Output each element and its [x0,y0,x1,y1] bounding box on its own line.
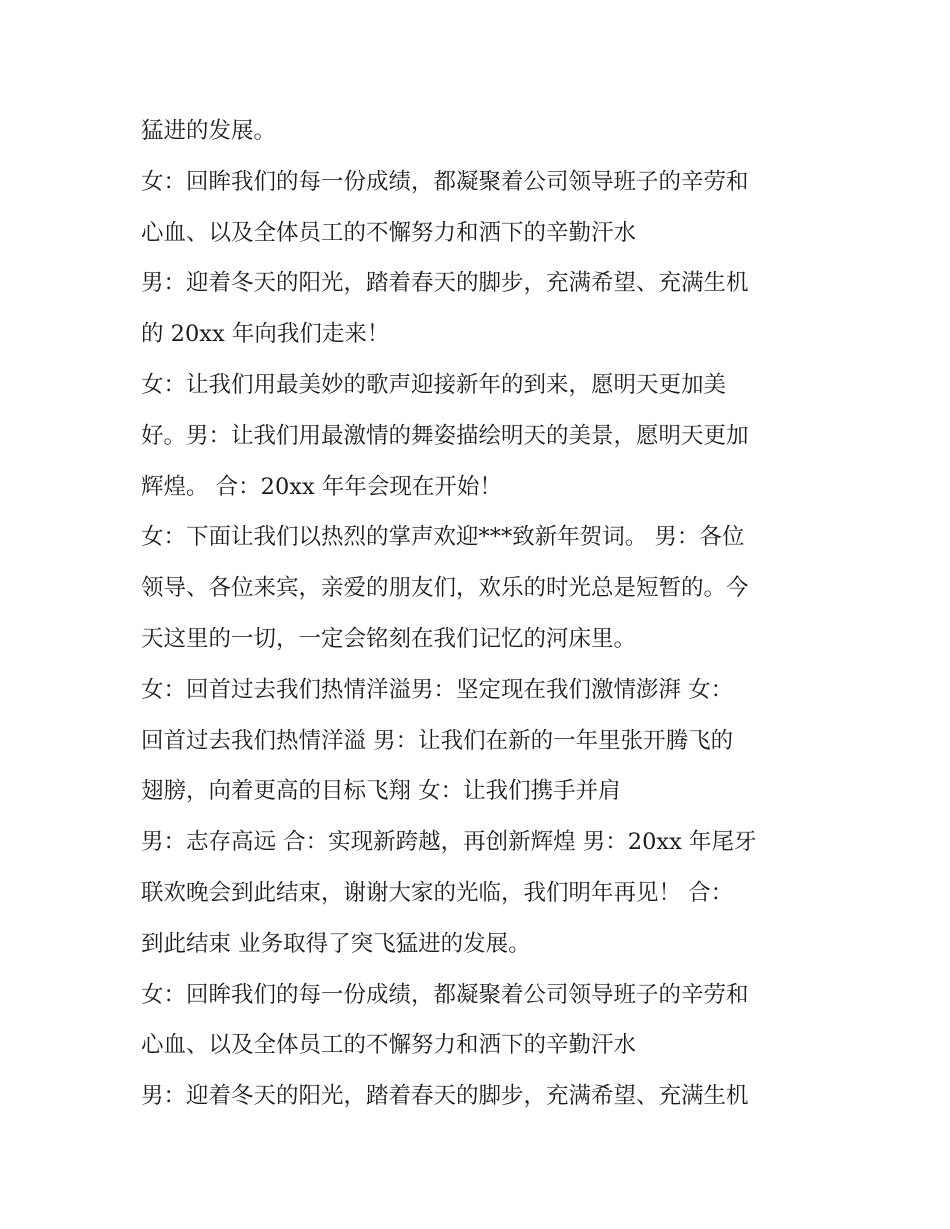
text-line: 领导、各位来宾，亲爱的朋友们，欢乐的时光总是短暂的。今 [141,575,749,602]
text-line: 心血、以及全体员工的不懈努力和洒下的辛勤汗水 [141,1032,637,1059]
document-body [141,106,831,1122]
text-line: 好。男：让我们用最激情的舞姿描绘明天的美景，愿明天更加 [141,422,749,449]
text-line: 男：迎着冬天的阳光，踏着春天的脚步，充满希望、充满生机 [141,1083,749,1110]
text-line: 联欢晚会到此结束，谢谢大家的光临，我们明年再见！ 合： [141,879,734,906]
text-line: 女：回眸我们的每一份成绩，都凝聚着公司领导班子的辛劳和 [141,168,749,195]
text-line: 天这里的一切，一定会铭刻在我们记忆的河床里。 [141,625,637,652]
text-line: 男：志存高远 合：实现新跨越，再创新辉煌 男：20xx 年尾牙 [141,829,757,856]
text-line: 回首过去我们热情洋溢 男：让我们在新的一年里张开腾飞的 [141,727,734,754]
text-line: 的 20xx 年向我们走来！ [141,321,390,348]
text-line: 女：回眸我们的每一份成绩，都凝聚着公司领导班子的辛劳和 [141,981,749,1008]
text-line: 猛进的发展。 [141,118,277,144]
text-line: 辉煌。 合：20xx 年年会现在开始！ [141,473,502,500]
text-line: 女：回首过去我们热情洋溢男：坚定现在我们激情澎湃 女： [141,676,734,703]
text-line: 到此结束 业务取得了突飞猛进的发展。 [141,930,531,957]
text-line: 女：下面让我们以热烈的掌声欢迎***致新年贺词。 男：各位 [141,524,745,551]
text-line: 女：让我们用最美妙的歌声迎接新年的到来，愿明天更加美 [141,371,727,398]
text-line: 男：迎着冬天的阳光，踏着春天的脚步，充满希望、充满生机 [141,270,749,297]
text-line: 心血、以及全体员工的不懈努力和洒下的辛勤汗水 [141,219,637,246]
text-line: 翅膀，向着更高的目标飞翔 女：让我们携手并肩 [141,778,621,805]
